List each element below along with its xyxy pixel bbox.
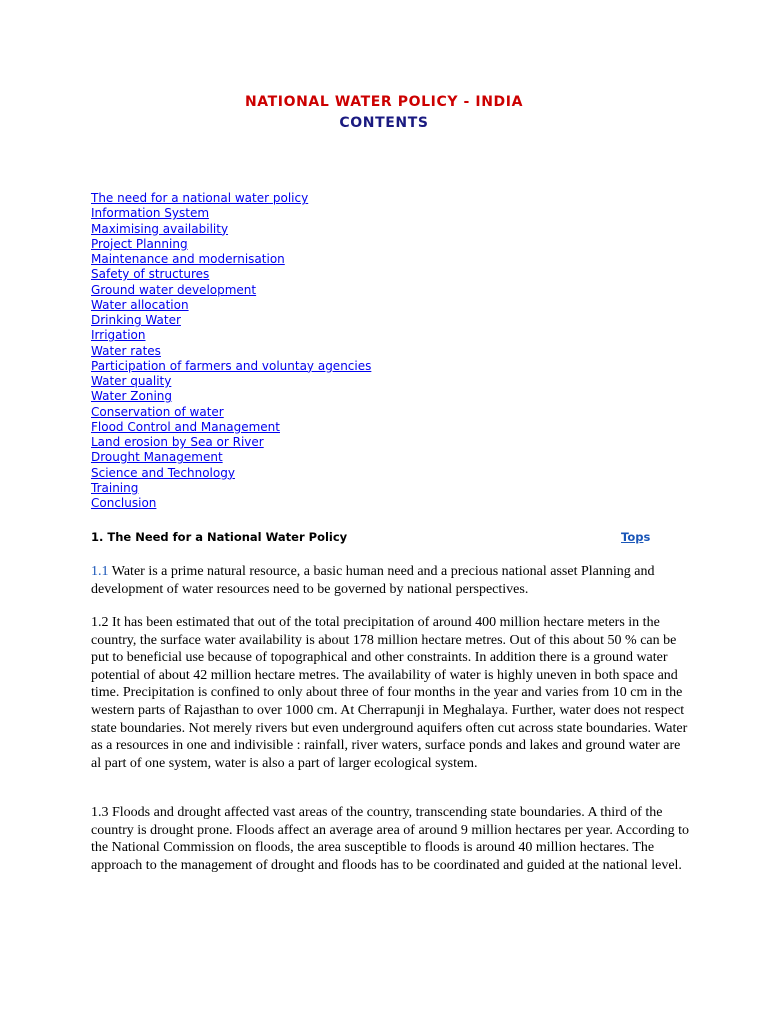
section-heading: 1. The Need for a National Water Policy — [91, 530, 348, 544]
toc-link-maximising-availability[interactable]: Maximising availability — [91, 221, 229, 236]
toc-link-water-zoning[interactable]: Water Zoning — [91, 389, 173, 404]
toc-item — [91, 435, 371, 450]
top-link[interactable]: Top — [621, 530, 644, 544]
toc-item — [91, 222, 371, 237]
toc-link-maintenance[interactable]: Maintenance and modernisation — [91, 252, 285, 266]
toc-link-safety-of-structures[interactable]: Safety of structures — [91, 267, 210, 282]
paragraph-1-3: 1.3 Floods and drought affected vast areas of the country, transcending state boundaries. A third of the country is drought prone. Floods affect an average area of around 9 million hectares per year. According to the National Commission on floods, the area susceptible to floods is around 40 million hectares. The approach to the management of drought and floods has to be coordinated and guided at the national level. — [91, 805, 690, 873]
toc-item — [91, 420, 371, 435]
toc-item — [91, 298, 371, 313]
toc-item — [91, 496, 371, 511]
toc-link-water-quality[interactable]: Water quality — [91, 374, 172, 388]
title-block — [0, 92, 768, 134]
toc-link-drinking-water[interactable]: Drinking Water — [91, 313, 181, 327]
toc-link-information-system[interactable]: Information System — [91, 206, 210, 221]
table-of-contents — [91, 191, 371, 511]
toc-link-water-allocation[interactable]: Water allocation — [91, 297, 189, 312]
paragraph-number: 1.1 — [91, 564, 109, 579]
toc-item — [91, 313, 371, 328]
toc-item — [91, 450, 371, 465]
back-to-top — [621, 530, 650, 544]
toc-item — [91, 328, 371, 343]
toc-link-participation[interactable]: Participation of farmers and voluntay agencies — [91, 358, 372, 373]
toc-item — [91, 283, 371, 298]
paragraph-1-2: 1.2 It has been estimated that out of the total precipitation of around 400 million hectare meters in the country, the surface water availability is about 178 million hectare metres. Out of this about 50 % can be put to beneficial use because of topographical and other constraints. In addition there is a ground water potential of about 42 million hectare metres. The availability of water is highly uneven in both space and time. Precipitation is confined to only about three of four months in the year and varies from 10 cm in the western parts of Rajasthan to over 1000 cm. At Cherrapunji in Meghalaya. Further, water does not respect state boundaries. Not merely rivers but even underground aquifers often cut across state boundaries. Water as a resources in one and indivisible : rainfall, river waters, surface ponds and lakes and ground water are al part of one system, water is also a part of larger ecological system. — [91, 615, 688, 771]
toc-link-ground-water[interactable]: Ground water development — [91, 282, 257, 297]
toc-item — [91, 237, 371, 252]
toc-link-training[interactable]: Training — [91, 480, 139, 495]
toc-link-irrigation[interactable]: Irrigation — [91, 328, 146, 343]
toc-link-project-planning[interactable]: Project Planning — [91, 236, 188, 251]
toc-link-flood-control[interactable]: Flood Control and Management — [91, 419, 280, 434]
toc-item — [91, 374, 371, 389]
toc-link-water-rates[interactable]: Water rates — [91, 343, 161, 358]
toc-item — [91, 466, 371, 481]
toc-item — [91, 344, 371, 359]
toc-item — [91, 389, 371, 404]
toc-item — [91, 252, 371, 267]
paragraph-text: Water is a prime natural resource, a basic human need and a precious national asset Planning and development of water resources need to be governed by national perspectives. — [91, 564, 655, 597]
toc-link-conservation[interactable]: Conservation of water — [91, 404, 224, 419]
toc-link-science-technology[interactable]: Science and Technology — [91, 465, 235, 480]
toc-item — [91, 206, 371, 221]
toc-link-land-erosion[interactable]: Land erosion by Sea or River — [91, 435, 264, 449]
document-subtitle: CONTENTS — [339, 115, 429, 131]
top-link-suffix: s — [643, 530, 651, 544]
paragraph-1-1 — [91, 563, 691, 598]
toc-link-drought-management[interactable]: Drought Management — [91, 450, 223, 465]
toc-item — [91, 359, 371, 374]
toc-item — [91, 191, 371, 206]
toc-item — [91, 405, 371, 420]
toc-item — [91, 267, 371, 282]
toc-link-conclusion[interactable]: Conclusion — [91, 496, 157, 510]
toc-item — [91, 481, 371, 496]
toc-link-need-for-policy[interactable]: The need for a national water policy — [91, 191, 309, 205]
document-title: NATIONAL WATER POLICY - INDIA — [244, 94, 524, 110]
